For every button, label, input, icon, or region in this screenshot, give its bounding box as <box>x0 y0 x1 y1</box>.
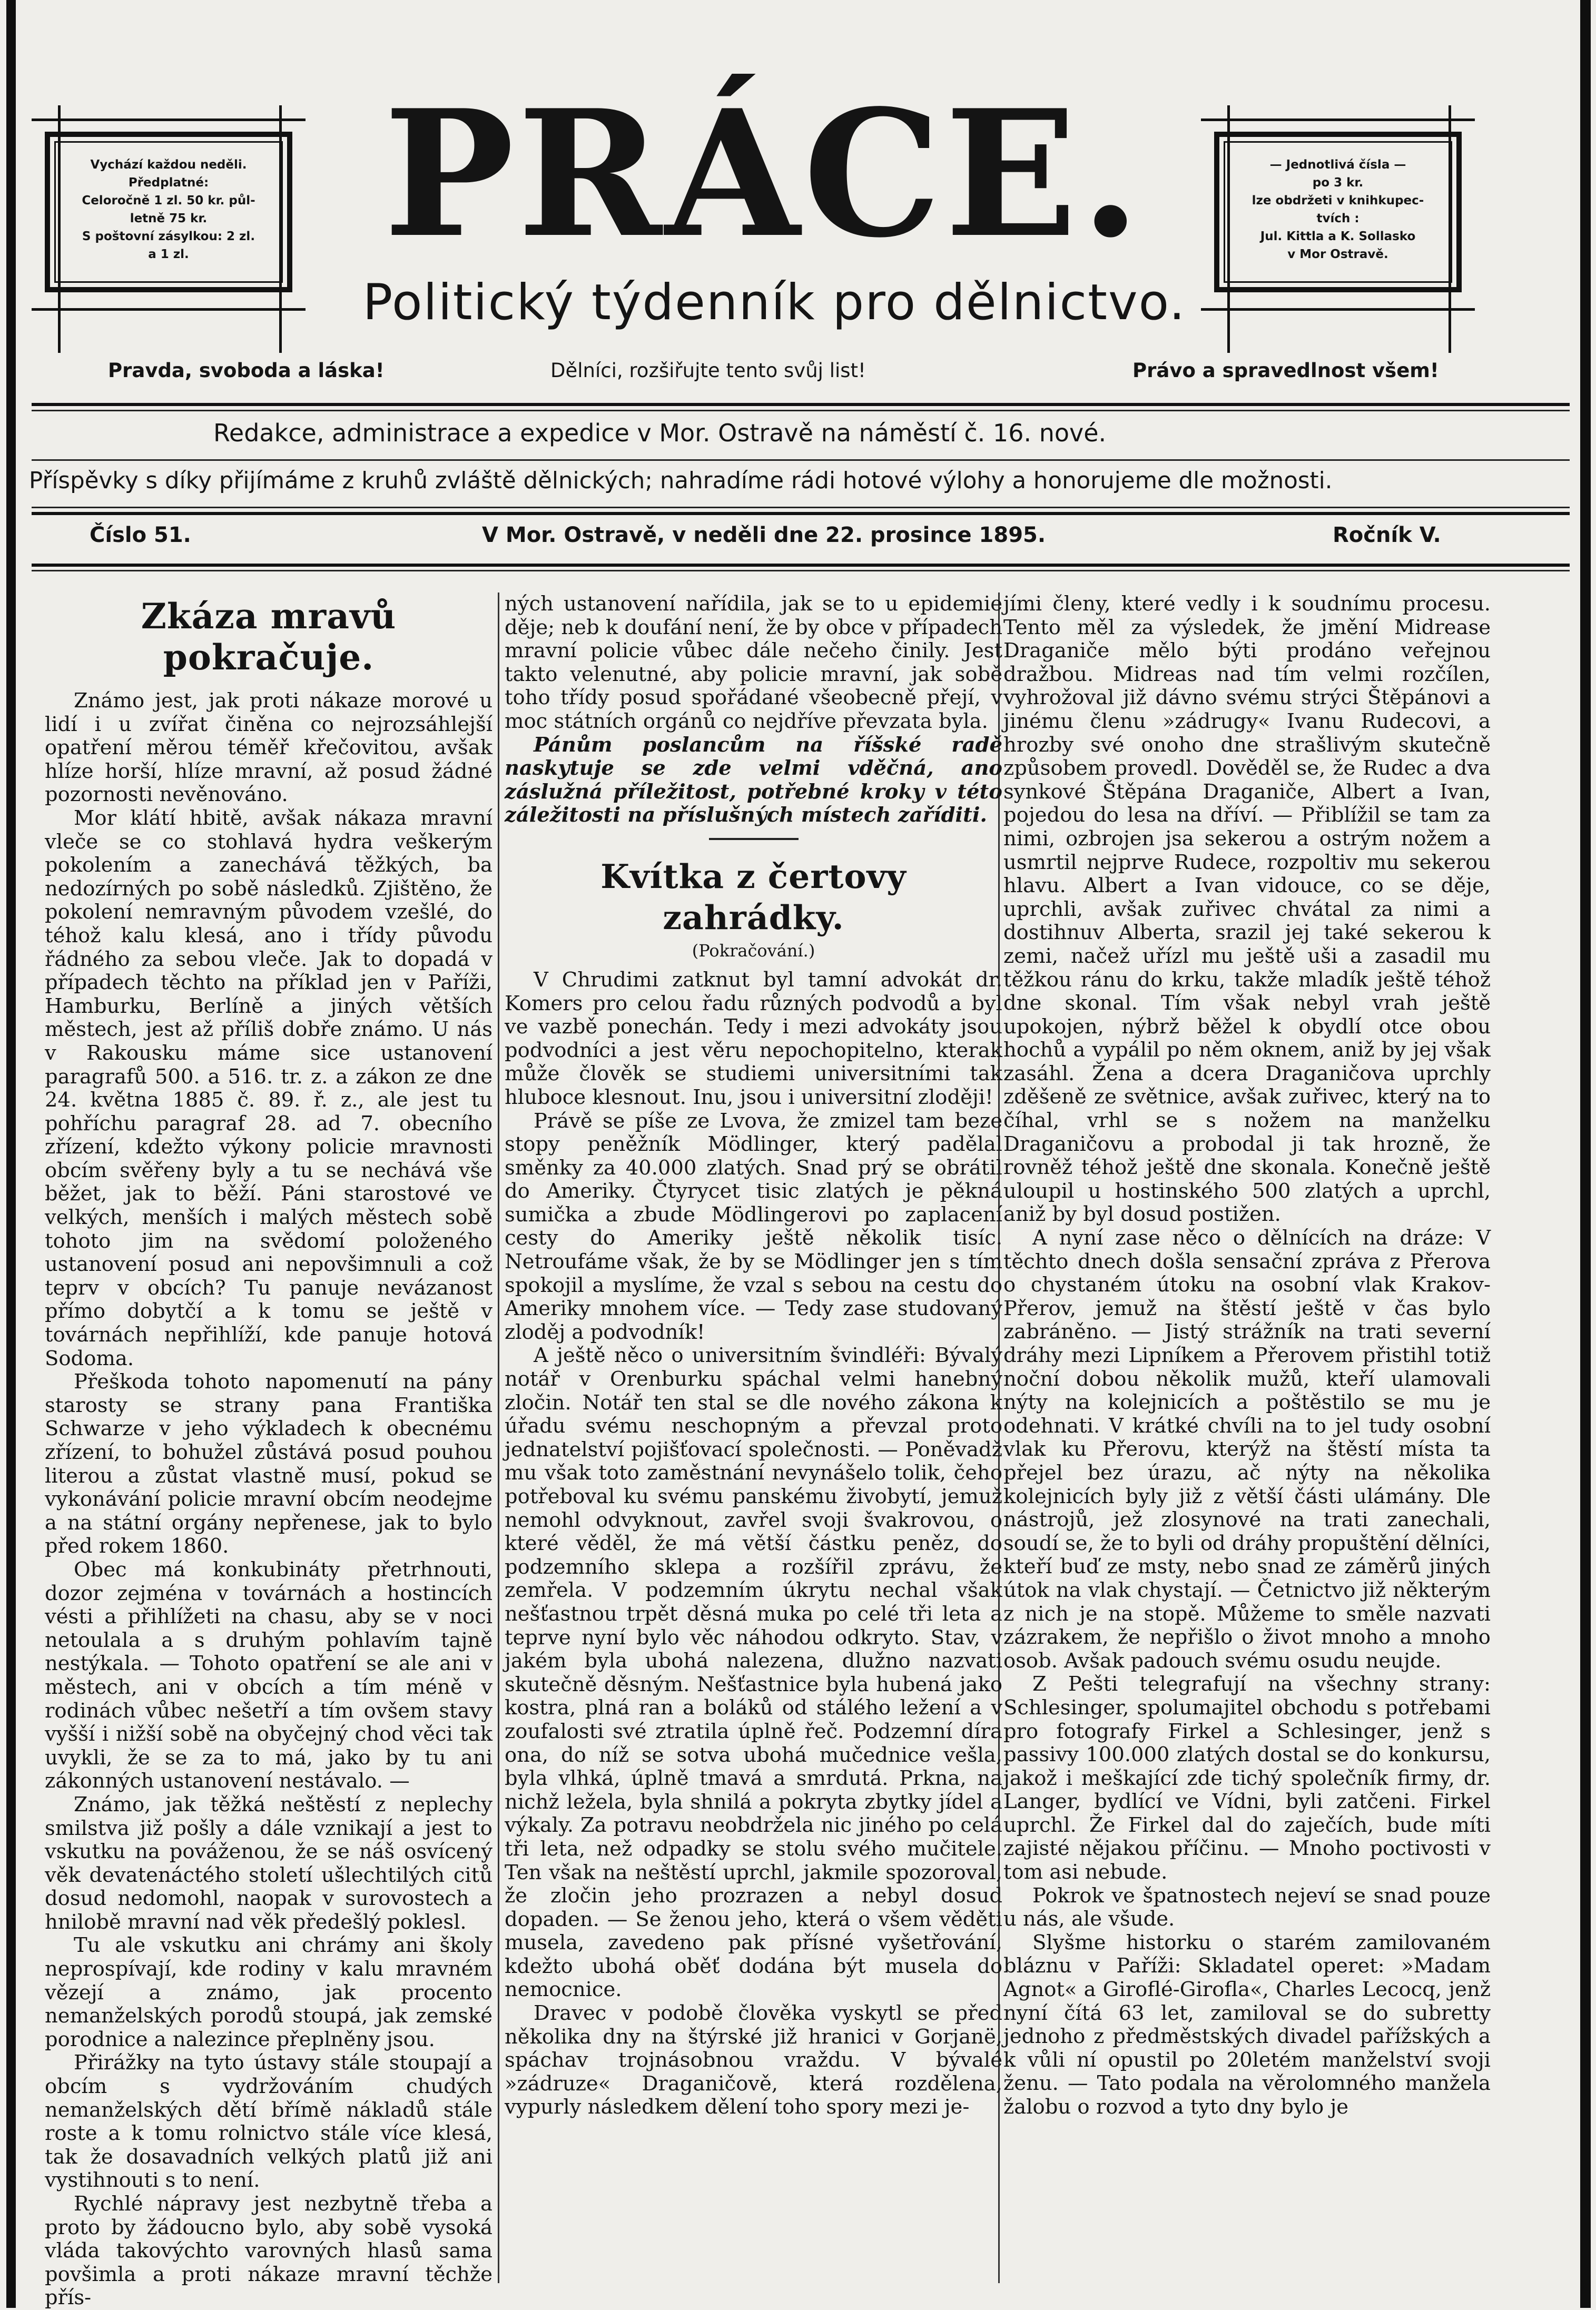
section-separator <box>709 838 799 840</box>
box-ornament-rule <box>32 308 306 311</box>
header-rule <box>32 507 1570 508</box>
article-paragraph: Dravec v podobě člověka vyskytl se před několika dny na štýrské již hranici v Gorjanë, spáchav trojnásobnou vraždu. V bývalé »zádruze« Draganičově, která rozdělena, vypurly následkem dělení toho spory mezi je- <box>505 2001 1002 2119</box>
article-paragraph: Slyšme historku o starém zamilovaném bláznu v Paříži: Skladatel operet: »Madam Agnot« a Giroflé-Girofla«, Charles Lecocq, jenž nyní čítá 63 let, zamiloval se do subretty jednoho z předměstských divadel pařížských a k vůli ní opustil po 20letém manželství svoji ženu. — Tato podala na věrolomného manžela žalobu o rozvod a tyto dny bylo je <box>1003 1930 1491 2119</box>
column-1 <box>45 593 492 2310</box>
article-paragraph: Obec má konkubináty přetrhnouti, dozor zejména v továrnách a hostincích vésti a přihlížeti na chasu, aby se v noci netoulala a s druhým pohlavím tajně nestýkala. — Tohoto opatření se ale ani v městech, ani v obcích a tím méně v rodinách vůbec nešetří a tím ovšem stavy vyšší i nižší sobě na obyčejný chod věci tak uvykli, že se za to má, jako by tu ani zákonných ustanovení nestávalo. — <box>45 1557 492 1793</box>
box-line: S poštovní zásylkou: 2 zl. <box>82 230 255 243</box>
box-line: tvích : <box>1316 212 1359 225</box>
box-ornament-rule <box>1201 308 1475 311</box>
editorial-notice: Pánům poslancům na říšské radě naskytuje se zde velmi vděčná, ano záslužná příležitost, potřebné kroky v této záležitosti na příslušných místech zaříditi. <box>505 733 1002 827</box>
header-rule <box>32 410 1570 411</box>
article-paragraph: Známo jest, jak proti nákaze morové u lidí i u zvířat činěna co nejrozsáhlejší opatření měrou téměř křečovitou, avšak hlíze horší, hlíze mravní, až posud žádné pozornosti nevěnováno. <box>45 689 492 807</box>
box-line: Celoročně 1 zl. 50 kr. půl- <box>82 194 255 208</box>
box-line: Předplatné: <box>128 176 209 190</box>
article-subhead: (Pokračování.) <box>692 940 815 961</box>
article-paragraph: Rychlé nápravy jest nezbytně třeba a proto by žádoucno bylo, aby sobě vysoká vláda takovýchto varovných hlasů sama povšimla a proti nákaze mravní těchže přís- <box>45 2192 492 2310</box>
box-ornament-rule <box>1201 119 1475 121</box>
box-line: Jul. Kittla a K. Sollasko <box>1260 230 1416 243</box>
article-paragraph: A nyní zase něco o dělnících na dráze: V těchto dnech došla sensační zpráva z Přerova o chystaném útoku na osobní vlak Krakov-Přerov, jemuž na štěstí ještě v čas bylo zabráněno. — Jistý strážník na trati severní dráhy mezi Lipníkem a Přerovem přistihl totiž noční dobou několik mužů, kteří ulamovali nýty na kolejnicích a poštěstilo se mu je odehnati. V krátké chvíli na to jel tudy osobní vlak ku Přerovu, kterýž na štěstí místa ta přejel bez úrazu, ač nýty na několika kolejnicích byly již z větší části ulámány. Dle nástrojů, jež zlosynové na trati zanechali, soudí se, že to byli od dráhy propuštění dělníci, kteří buď ze msty, nebo snad ze záměrů jiných útok na vlak chystají. — Četnictvo již některým z nich je na stopě. Můžeme to směle nazvati zázrakem, že nepřišlo o život mnoho a mnoho osob. Avšak padouch svému osudu neujde. <box>1003 1226 1491 1673</box>
box-ornament-rule <box>1449 105 1451 353</box>
box-line: v Mor Ostravě. <box>1287 248 1388 261</box>
box-ornament-rule <box>32 119 306 121</box>
header-rule <box>32 512 1570 515</box>
box-ornament-rule <box>279 105 282 353</box>
article-paragraph: Přirážky na tyto ústavy stále stoupají a obcím s vydržováním chudých nemanželských dětí břímě nákladů stále roste a k tomu rolnictvo stále více klesá, tak že dosavadních velkých platů již ani vystihnouti s to není. <box>45 2051 492 2193</box>
box-line: — Jednotlivá čísla — <box>1269 158 1406 172</box>
article-paragraph: Přeškoda tohoto napomenutí na pány starosty se strany pana Františka Schwarze v jeho výkladech k obecnému zřízení, to bohužel zůstává posud pouhou literou a zůstat vlastně musí, pokud se vykonávání policie mravní obcím neodejme a na státní orgány nepřenese, jak to bylo před rokem 1860. <box>45 1370 492 1558</box>
contributions-notice: Příspěvky s díky přijímáme z kruhů zvláště dělnických; nahradíme rádi hotové výlohy a honorujeme dle možnosti. <box>29 468 1333 494</box>
box-ornament-rule <box>1227 105 1230 353</box>
issue-date: V Mor. Ostravě, v neděli dne 22. prosince 1895. <box>482 523 1046 547</box>
column-2 <box>505 593 1002 2273</box>
box-line: Vychází každou neděli. <box>90 158 247 172</box>
column-divider <box>498 593 499 2283</box>
article-paragraph: V Chrudimi zatknut byl tamní advokát dr. Komers pro celou řadu různých podvodů a byl ve vazbě ponechán. Tedy i mezi advokáty jsou podvodníci a jest věru nepochopitelno, kterak může člověk se studiemi universitními tak hluboce klesnout. Inu, jsou i universitní zloději! <box>505 968 1002 1109</box>
editorial-address: Redakce, administrace a expedice v Mor. Ostravě na náměstí č. 16. nové. <box>213 419 1107 447</box>
header-rule <box>32 459 1570 461</box>
article-paragraph: ných ustanovení nařídila, jak se to u epidemie děje; neb k doufání není, že by obce v případech mravní policie vůbec dále nečeho činily. Jest takto velenutné, aby policie mravní, jak sobě toho třídy posud spořádané všeobecně přejí, v moc státních orgánů co nejdříve převzata byla. <box>505 592 1002 733</box>
article-paragraph: A ještě něco o universitním švindléři: Bývalý notář v Orenburku spáchal velmi hanebný zločin. Notář ten stal se dle nového zákona k úřadu svému neschopným a převzal proto jednatelství pojišťovací společnosti. — Poněvadž mu však toto zaměstnání nevynášelo tolik, čeho potřeboval ku svému panskému živobytí, jemuž nemohl odvyknout, zavřel svoji švakrovou, o které věděl, že má větší částku peněz, do podzemního sklepa a rozšířil zprávu, že zemřela. V podzemním úkrytu nechal však nešťastnou trpět děsná muka po celé tři leta a teprve nyní bylo věc náhodou odkryto. Stav, v jakém byla ubohá nalezena, dlužno nazvati skutečně děsným. Nešťastnice byla hubená jako kostra, plná ran a boláků od stálého ležení a v zoufalosti své ztratila úplně řeč. Podzemní díra ona, do níž se sotva ubohá mučednice vešla, byla vlhká, úplně tmavá a smrdutá. Prkna, na nichž ležela, byla shnilá a pokryta zbytky jídel a výkaly. Za potravu neobdržela nic jiného po celá tři leta, než odpadky se stolu svého mučitele. Ten však na neštěstí uprchl, jakmile spozoroval, že zločin jeho prozrazen a nebyl dosud dopaden. — Se ženou jeho, která o všem věděti musela, zavedeno pak přísné vyšetřování, kdežto ubohá oběť dodána být musela do nemocnice. <box>505 1344 1002 2002</box>
article-headline: Kvítka z čertovy zahrádky. <box>600 856 907 937</box>
header-rule <box>32 403 1570 406</box>
newspaper-subtitle: Politický týdenník pro dělnictvo. <box>362 274 1186 331</box>
box-line: po 3 kr. <box>1312 176 1364 190</box>
box-line: letně 75 kr. <box>130 212 208 225</box>
volume-number: Ročník V. <box>1333 523 1441 547</box>
article-paragraph: Známo, jak těžká neštěstí z neplechy smilstva již pošly a dále vznikají a jest to vskutku na pováženou, že se náš osvícený věk devatenáctého století ušlechtilých citů dosud nedomohl, naopak v surovostech a hnilobě mravní nad věk předešlý poklesl. <box>45 1792 492 1934</box>
motto-left: Pravda, svoboda a láska! <box>108 359 385 382</box>
issue-number: Číslo 51. <box>90 523 191 547</box>
scan-border-right <box>1580 0 1591 2308</box>
motto-center: Dělníci, rozšiřujte tento svůj list! <box>550 359 866 382</box>
box-ornament-rule <box>58 105 61 353</box>
article-paragraph: Mor klátí hbitě, avšak nákaza mravní vleče se co stohlavá hydra veškerým pokolením a zanechává těžkých, ba nedozírných po sobě následků. Zjištěno, že pokolení nemravným původem vzešlé, do téhož kalu klesá, ano i třídy původu řádného za sebou vleče. Jak to dopadá v případech těchto na příklad jen v Paříži, Hamburku, Berlíně a jiných větších městech, jest až příliš dobře známo. U nás v Rakousku máme sice ustanovení paragrafů 500. a 516. tr. z. a zákon ze dne 24. května 1885 č. 89. ř. z., ale jest tu pohříchu paragraf 28. ad 7. obecního zřízení, kdežto výkony policie mravnosti obcím svěřeny byly a tu se nechává vše běžet, jak to běží. Páni starostové ve velkých, menších i malých městech sobě tohoto jim na svědomí položeného ustanovení posud ani nepovšimnuli a což teprv v obcích? Tu panuje nevázanost přímo dobytčí a k tomu se ještě v továrnách nepřihlíží, kde panuje hotová Sodoma. <box>45 806 492 1370</box>
single-copies-box <box>1214 132 1462 292</box>
header-rule <box>32 570 1570 571</box>
article-paragraph: Z Pešti telegrafují na všechny strany: Schlesinger, spolumajitel obchodu s potřebami pro fotografy Firkel a Schlesinger, jenž s passivy 100.000 zlatých dostal se do konkursu, jakož i meškající zde tichý společník firmy, dr. Langer, bydlící ve Vídni, byli zatčeni. Firkel uprchl. Že Firkel dal do zaječích, bude míti zajisté nějakou příčinu. — Mnoho poctivosti v tom asi nebude. <box>1003 1672 1491 1884</box>
motto-right: Právo a spravedlnost všem! <box>1132 359 1439 382</box>
article-paragraph: Pokrok ve špatnostech nejeví se snad pouze u nás, ale všude. <box>1003 1883 1491 1931</box>
newspaper-title: PRÁCE. <box>383 72 1144 276</box>
box-line: a 1 zl. <box>148 248 189 261</box>
subscription-box <box>45 132 292 292</box>
article-paragraph: jími členy, které vedly i k soudnímu procesu. Tento měl za výsledek, že jmění Midrease Draganiče mělo býti prodáno veřejnou dražbou. Midreas nad tím velmi rozčílen, vyhrožoval již dávno svému strýci Štěpánovi a jinému členu »zádrugy« Ivanu Rudecovi, a hrozby své onoho dne strašlivým skutečně způsobem provedl. Dověděl se, že Rudec a dva synkové Štěpána Draganiče, Albert a Ivan, pojedou do lesa na dříví. — Přiblížil se tam za nimi, ozbrojen jsa sekerou a ostrým nožem a usmrtil nejprve Rudece, rozpoltiv mu sekerou hlavu. Albert a Ivan vidouce, co se děje, uprchli, avšak zuřivec chvátal za nimi a dostihnuv Alberta, srazil jej také sekerou k zemi, načež uřízl mu ještě uši a zasadil mu těžkou ránu do krku, takže mladík ještě téhož dne skonal. Tím však nebyl vrah ještě upokojen, nýbrž běžel k obydlí otce obou hochů a vypálil po něm oknem, aniž by jej však zasáhl. Žena a dcera Draganičova uprchly zděšeně ze světnice, avšak zuřivec, který na to číhal, vrhl se s nožem na manželku Draganičovu a probodal ji tak hrozně, že rovněž téhož ještě dne skonala. Konečně ještě uloupil u hostinského 500 zlatých a uprchl, aniž by byl dosud postižen. <box>1003 592 1491 1227</box>
box-line: lze obdržeti v knihkupec- <box>1252 194 1424 208</box>
article-headline: Zkáza mravů pokračuje. <box>141 596 397 678</box>
article-paragraph: Tu ale vskutku ani chrámy ani školy neprospívají, kde rodiny v kalu mravném vězejí a známo, jak procento nemanželských porodů stoupá, jak zemské porodnice a nalezince přeplněny jsou. <box>45 1933 492 2051</box>
column-3 <box>1003 593 1491 2273</box>
scan-border-left <box>6 0 16 2308</box>
header-rule <box>32 564 1570 567</box>
article-paragraph: Právě se píše ze Lvova, že zmizel tam beze stopy peněžník Mödlinger, který padělal směnky za 40.000 zlatých. Snad prý se obrátil do Ameriky. Čtyrycet tisic zlatých je pěkná sumička a zbude Mödlingerovi po zaplacení cesty do Ameriky ještě několik tisíc. Netroufáme však, že by se Mödlinger jen s tím spokojil a myslíme, že vzal s sebou na cestu do Ameriky mnohem více. — Tedy zase studovaný zloděj a podvodník! <box>505 1109 1002 1344</box>
